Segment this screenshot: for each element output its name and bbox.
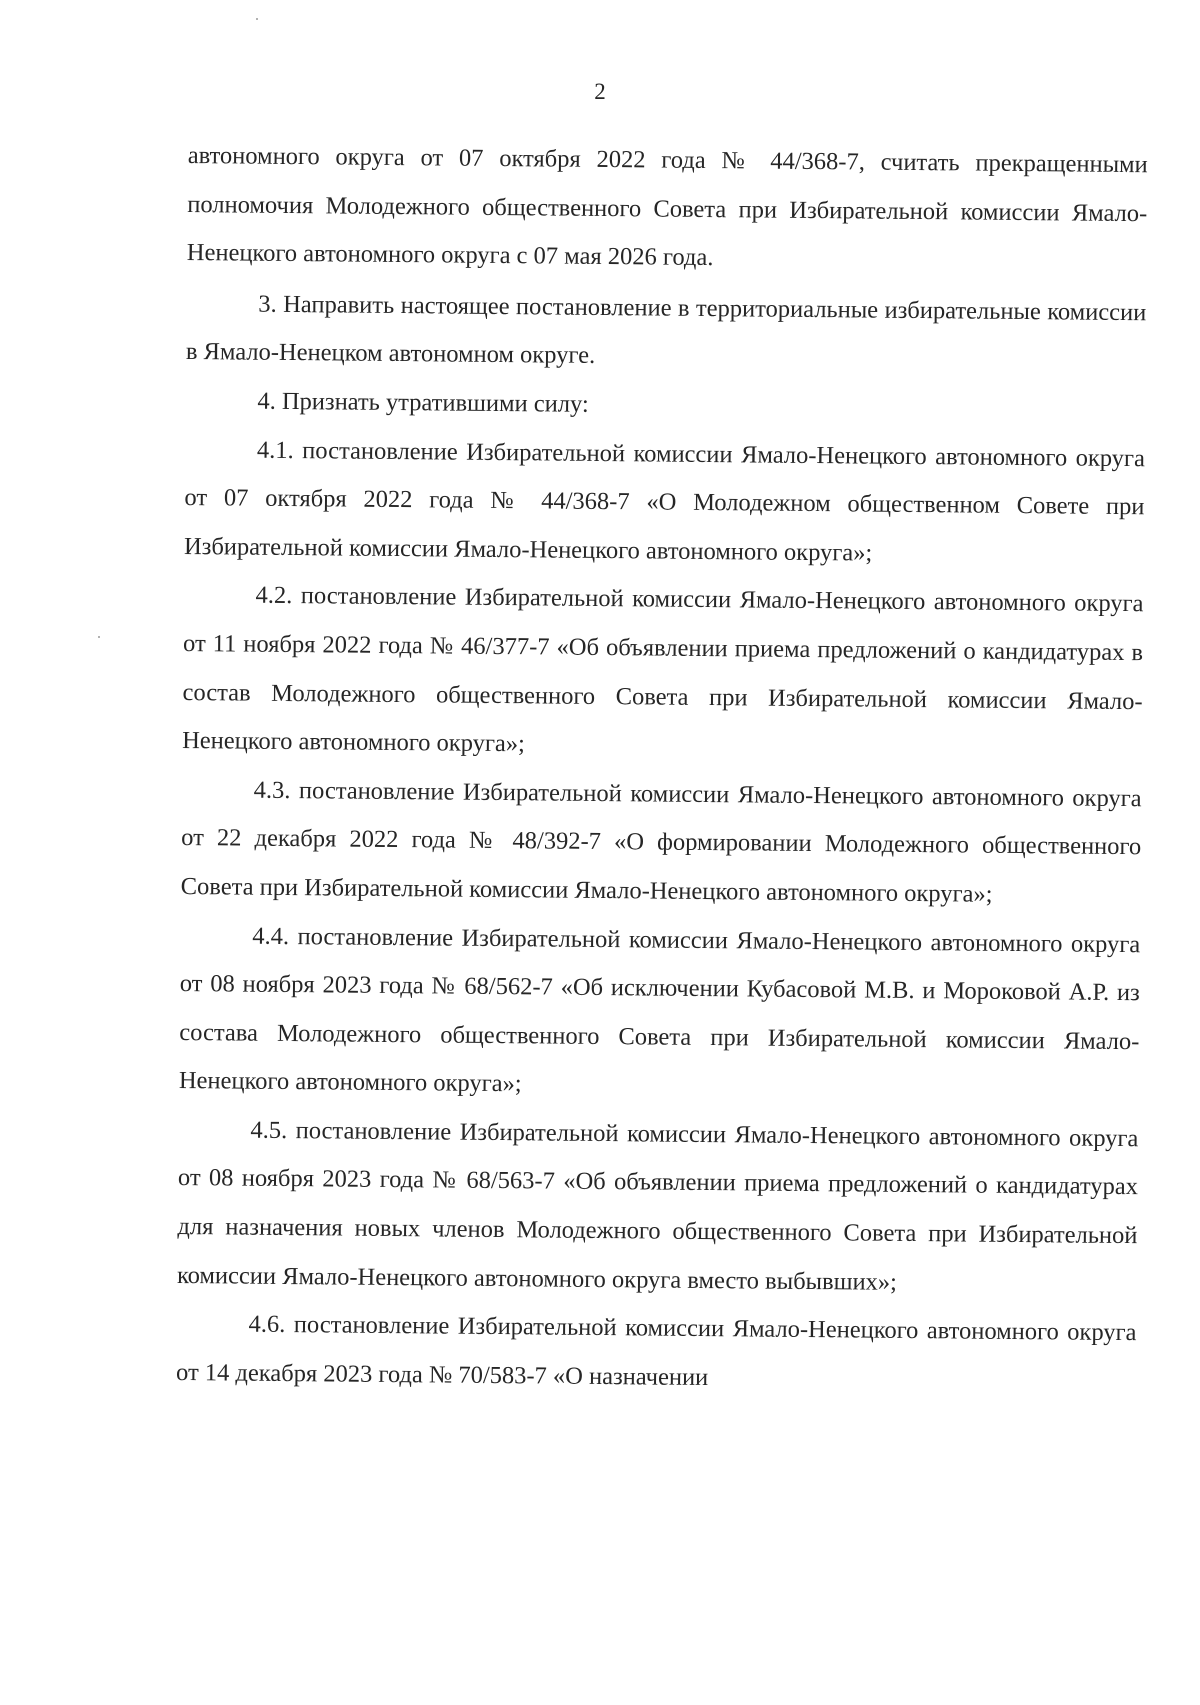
paragraph-item-4-6: 4.6. постановление Избирательной комиссии Ямало-Ненецкого автономного округа от 14 декабря 2023 года № 70/583-7 «О назначении [175,1310,1137,1391]
page-number: 2 [594,79,606,104]
paragraph-item-4-2: 4.2. постановление Избирательной комиссии Ямало-Ненецкого автономного округа от 11 ноября 2022 года № 46/377-7 «Об объявлении приема предложений о кандидатурах в состав Молодежного общественного Совета при Избирательной комиссии Ямало-Ненецкого автономного округа»; [182,582,1144,758]
document-body [176,132,1148,1407]
paragraph-item-4-3: 4.3. постановление Избирательной комиссии Ямало-Ненецкого автономного округа от 22 декабря 2022 года № 48/392-7 «О формировании Молодежного общественного Совета при Избирательной комиссии Ямало-Ненецкого автономного округа»; [180,776,1142,908]
paragraph-item-4-1: 4.1. постановление Избирательной комиссии Ямало-Ненецкого автономного округа от 07 октября 2022 года № 44/368-7 «О Молодежном общественном Совете при Избирательной комиссии Ямало-Ненецкого автономного округа»; [183,436,1146,567]
paragraph-item-4-4: 4.4. постановление Избирательной комиссии Ямало-Ненецкого автономного округа от 08 ноября 2023 года № 68/562-7 «Об исключении Кубасовой М.В. и Мороковой А.Р. из состава Молодежного общественного Совета при Избирательной комиссии Ямало-Ненецкого автономного округа»; [178,922,1141,1098]
paragraph-item-4: 4. Признать утратившими силу: [257,387,589,418]
paragraph-item-4-5: 4.5. постановление Избирательной комиссии Ямало-Ненецкого автономного округа от 08 ноября 2023 года № 68/563-7 «Об объявлении приема предложений о кандидатурах для назначения новых членов Молодежного общественного Совета при Избирательной комиссии Ямало-Ненецкого автономного округа вместо выбывших»; [176,1116,1139,1296]
paragraph-item-3: 3. Направить настоящее постановление в территориальные избирательные комиссии в Ямало-Ненецком автономном округе. [185,290,1147,370]
paragraph-continuation: автономного округа от 07 октября 2022 года № 44/368-7, считать прекращенными полномочия Молодежного общественного Совета при Избирательной комиссии Ямало-Ненецкого автономного округа с 07 мая 2026 года. [186,141,1148,272]
scan-speck [256,18,258,20]
scan-speck [98,636,100,638]
